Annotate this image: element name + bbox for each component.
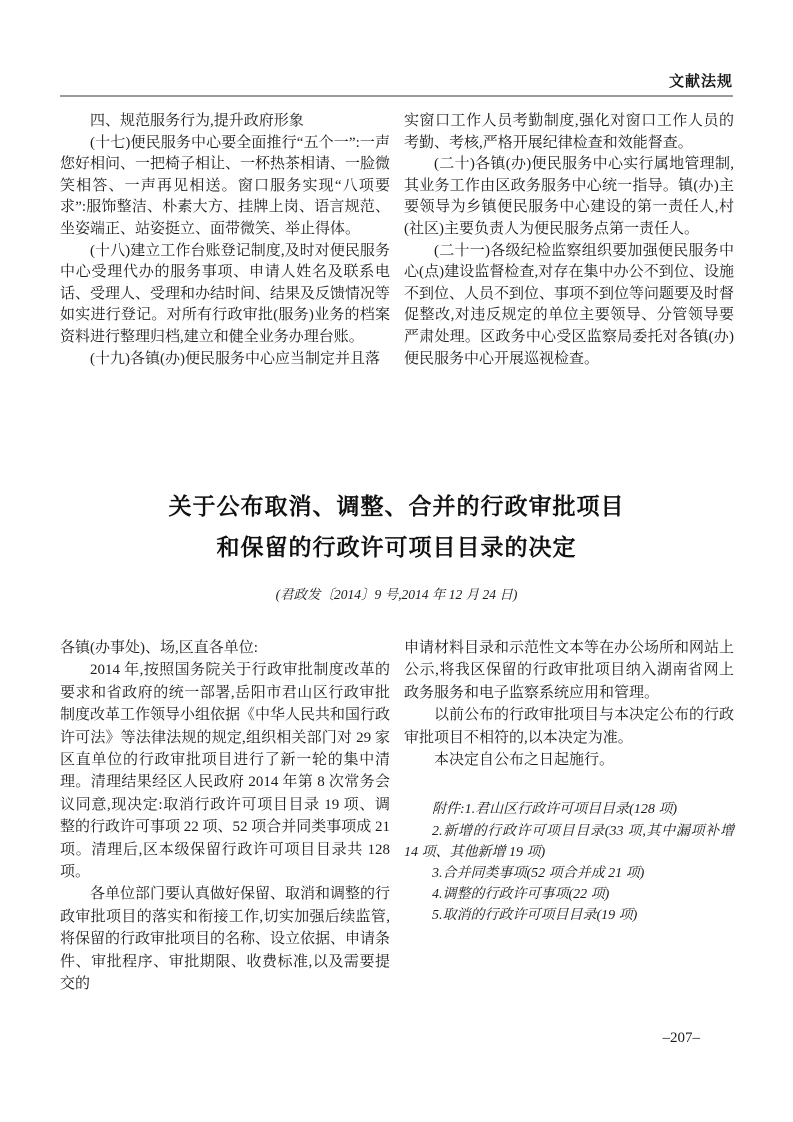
header-rule [60, 95, 733, 97]
body-paragraph: (十九)各镇(办)便民服务中心应当制定并且落 [90, 350, 380, 367]
preceding-article-text [60, 111, 733, 370]
body-paragraph: (二十一)各级纪检监察组织要加强便民服务中心(点)建设监督检查,对存在集中办公不到位、设施不到位、人员不到位、事项不到位等问题要及时督促整改,对违反规定的单位主要领导、分管领导要严肃处理。区政务中心受区监察局委托对各镇(办)便民服务中心开展巡视检查。 [404, 242, 735, 367]
attachment-item: 附件:1.君山区行政许可项目目录(128 项) [432, 802, 677, 818]
body-left-column [60, 637, 390, 996]
top-left-column [60, 111, 390, 370]
page-number: –207– [662, 1030, 700, 1046]
body-paragraph: (二十)各镇(办)便民服务中心实行属地管理制,其业务工作由区政务服务中心统一指导。镇(办)主要领导为乡镇便民服务中心建设的第一责任人,村(社区)主要负责人为便民服务点第一责任人。 [404, 156, 734, 237]
section-label: 文献法规 [668, 73, 733, 90]
page-footer [60, 1030, 700, 1047]
body-paragraph: (十八)建立工作台账登记制度,及时对便民服务中心受理代办的服务事项、申请人姓名及联系电话、受理人、受理和办结时间、结果及反馈情况等如实进行登记。对所有行政审批(服务)业务的档案资料进行整理归档,建立和健全业务办理台账。 [60, 242, 391, 345]
article-title-line-1: 关于公布取消、调整、合并的行政审批项目 [168, 493, 625, 519]
article-title [60, 486, 733, 568]
document-number: (君政发〔2014〕9 号,2014 年 12 月 24 日) [275, 587, 518, 602]
attachment-item: 2.新增的行政许可项目目录(33 项,其中漏项补增 14 项、其他新增 19 项) [404, 823, 734, 860]
body-paragraph-continuation: 申请材料目录和示范性文本等在办公场所和网站上公示,将我区保留的行政审批项目纳入湖南省网上政务服务和电子监察系统应用和管理。 [404, 640, 735, 701]
salutation: 各镇(办事处)、场,区直各单位: [60, 640, 258, 656]
body-paragraph: 以前公布的行政审批项目与本决定公布的行政审批项目不相符的,以本决定为准。 [404, 707, 735, 746]
body-paragraph: 本决定自公布之日起施行。 [434, 752, 615, 769]
attachment-list [404, 799, 734, 926]
article-title-line-2: 和保留的行政许可项目目录的决定 [216, 534, 577, 560]
body-paragraph: (十七)便民服务中心要全面推行“五个一”:一声您好相问、一把椅子相让、一杯热茶相请、一脸微笑相答、一声再见相送。窗口服务实现“八项要求”:服饰整洁、朴素大方、挂牌上岗、语言规范、坐姿端正、站姿挺立、面带微笑、举止得体。 [60, 134, 391, 237]
attachment-item: 3.合并同类事项(52 项合并成 21 项) [432, 866, 645, 882]
page-header [60, 70, 733, 91]
body-paragraph-continuation: 实窗口工作人员考勤制度,强化对窗口工作人员的考勤、考核,严格开展纪律检查和效能督查。 [404, 113, 734, 151]
article-title-block [60, 486, 733, 603]
section-heading: 四、规范服务行为,提升政府形象 [90, 113, 304, 129]
attachment-item: 4.调整的行政许可事项(22 项) [432, 887, 610, 903]
top-right-column [404, 111, 734, 370]
article-body [60, 637, 733, 996]
body-paragraph: 2014 年,按照国务院关于行政审批制度改革的要求和省政府的统一部署,岳阳市君山区行政审批制度改革工作领导小组依据《中华人民共和国行政许可法》等法律法规的规定,组织相关部门对 29 家区直单位的行政审批项目进行了新一轮的集中清理。清理结果经区人民政府 2014 年第 8 次常务会议同意,现决定:取消行政许可项目目录 19 项、调整的行政许可事项 22 项、52 项合并同类事项成 21 项。清理后,区本级保留行政许可项目目录共 128 项。 [60, 662, 391, 881]
body-paragraph: 各单位部门要认真做好保留、取消和调整的行政审批项目的落实和衔接工作,切实加强后续监管,将保留的行政审批项目的名称、设立依据、申请条件、审批程序、审批期限、收费标准,以及需要提交的 [60, 886, 391, 993]
body-right-column [404, 637, 734, 996]
attachment-item: 5.取消的行政许可项目目录(19 项) [432, 908, 638, 924]
